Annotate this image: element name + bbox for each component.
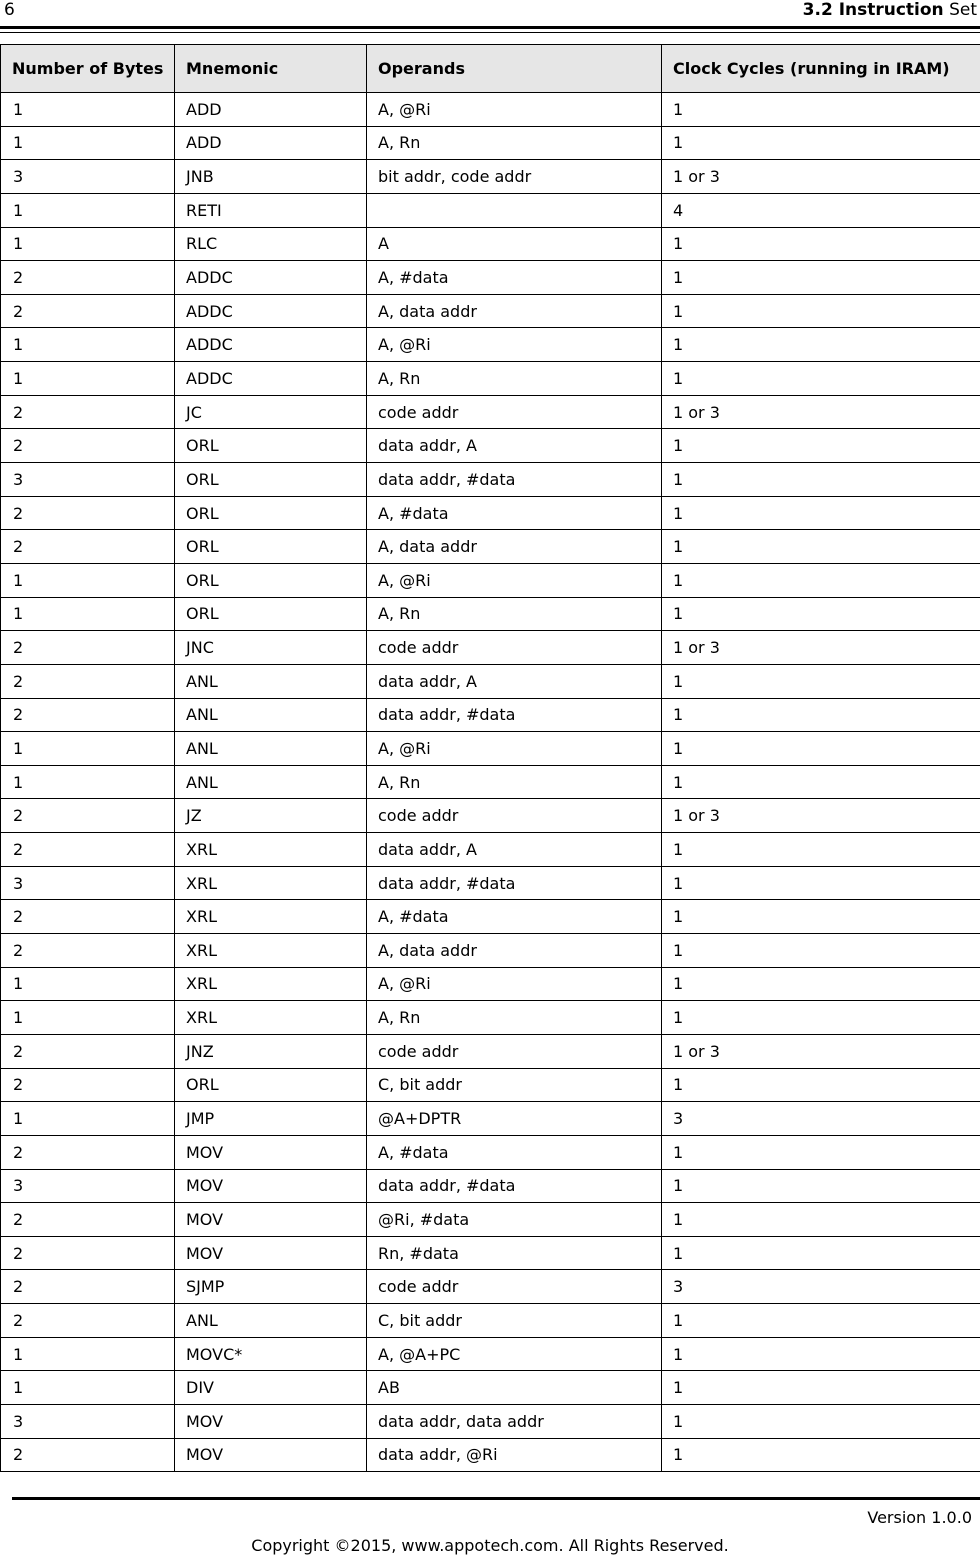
cell-clock-cycles: 1 [662,765,980,799]
table-row [1,261,980,295]
cell-mnemonic: ANL [175,664,367,698]
cell-mnemonic: XRL [175,900,367,934]
cell-clock-cycles: 1 [662,294,980,328]
cell-bytes: 2 [1,294,175,328]
cell-operands: A, @Ri [367,563,662,597]
cell-mnemonic: ANL [175,732,367,766]
cell-operands: A, Rn [367,597,662,631]
table-row [1,833,980,867]
cell-operands: A, #data [367,900,662,934]
cell-bytes: 1 [1,126,175,160]
cell-bytes: 2 [1,833,175,867]
cell-clock-cycles: 1 [662,1236,980,1270]
section-title [803,0,977,20]
cell-clock-cycles: 1 or 3 [662,160,980,194]
cell-mnemonic: ORL [175,563,367,597]
cell-bytes: 1 [1,93,175,127]
cell-mnemonic: MOV [175,1438,367,1472]
cell-operands: code addr [367,395,662,429]
cell-operands: A, #data [367,1135,662,1169]
table-row [1,900,980,934]
cell-clock-cycles: 1 [662,1068,980,1102]
cell-bytes: 1 [1,765,175,799]
table-row [1,126,980,160]
cell-operands: A, @A+PC [367,1337,662,1371]
cell-operands: A, @Ri [367,967,662,1001]
cell-bytes: 1 [1,563,175,597]
cell-mnemonic: MOV [175,1169,367,1203]
cell-mnemonic: MOV [175,1236,367,1270]
table-row [1,496,980,530]
cell-clock-cycles: 1 [662,362,980,396]
cell-mnemonic: XRL [175,967,367,1001]
cell-operands: code addr [367,631,662,665]
table-row [1,530,980,564]
table-header-row [1,45,980,93]
cell-bytes: 2 [1,1203,175,1237]
cell-operands: data addr, #data [367,698,662,732]
cell-operands: A, data addr [367,934,662,968]
cell-bytes: 2 [1,496,175,530]
cell-operands: C, bit addr [367,1304,662,1338]
cell-operands: A, data addr [367,294,662,328]
cell-clock-cycles: 1 [662,597,980,631]
table-row [1,1438,980,1472]
cell-operands: A, data addr [367,530,662,564]
cell-clock-cycles: 1 [662,429,980,463]
table-row [1,1102,980,1136]
cell-bytes: 2 [1,261,175,295]
table-row [1,1203,980,1237]
table-row [1,193,980,227]
cell-mnemonic: ADDC [175,261,367,295]
cell-bytes: 2 [1,1270,175,1304]
cell-mnemonic: ANL [175,698,367,732]
table-row [1,631,980,665]
cell-clock-cycles: 1 or 3 [662,799,980,833]
cell-mnemonic: ORL [175,597,367,631]
cell-clock-cycles: 1 [662,1001,980,1035]
table-row [1,934,980,968]
cell-mnemonic: JNB [175,160,367,194]
cell-operands: Rn, #data [367,1236,662,1270]
cell-operands: A, Rn [367,362,662,396]
cell-operands [367,193,662,227]
cell-bytes: 2 [1,530,175,564]
cell-operands: A, #data [367,261,662,295]
cell-bytes: 2 [1,395,175,429]
cell-bytes: 1 [1,597,175,631]
table-row [1,429,980,463]
cell-bytes: 1 [1,328,175,362]
table-row [1,395,980,429]
cell-clock-cycles: 1 [662,833,980,867]
cell-clock-cycles: 1 or 3 [662,631,980,665]
cell-clock-cycles: 3 [662,1270,980,1304]
cell-operands: data addr, #data [367,866,662,900]
table-row [1,1068,980,1102]
cell-clock-cycles: 1 [662,496,980,530]
table-row [1,1135,980,1169]
cell-bytes: 2 [1,664,175,698]
table-row [1,1304,980,1338]
cell-mnemonic: JNC [175,631,367,665]
cell-operands: data addr, #data [367,463,662,497]
cell-operands: data addr, @Ri [367,1438,662,1472]
cell-operands: A, @Ri [367,732,662,766]
cell-clock-cycles: 1 [662,866,980,900]
cell-bytes: 3 [1,1169,175,1203]
cell-clock-cycles: 1 [662,261,980,295]
cell-clock-cycles: 1 [662,1135,980,1169]
table-row [1,160,980,194]
cell-operands: A, @Ri [367,328,662,362]
cell-mnemonic: RETI [175,193,367,227]
section-title-bold: 3.2 Instruction [802,0,944,20]
table-row [1,698,980,732]
cell-bytes: 1 [1,362,175,396]
cell-operands: A, @Ri [367,93,662,127]
cell-mnemonic: MOVC* [175,1337,367,1371]
cell-mnemonic: ADDC [175,328,367,362]
cell-operands: @Ri, #data [367,1203,662,1237]
cell-mnemonic: RLC [175,227,367,261]
cell-clock-cycles: 1 [662,1304,980,1338]
cell-mnemonic: MOV [175,1404,367,1438]
cell-bytes: 3 [1,1404,175,1438]
cell-clock-cycles: 1 [662,463,980,497]
table-row [1,967,980,1001]
cell-clock-cycles: 1 [662,328,980,362]
cell-mnemonic: ANL [175,1304,367,1338]
cell-operands: data addr, A [367,429,662,463]
cell-operands: @A+DPTR [367,1102,662,1136]
cell-mnemonic: JMP [175,1102,367,1136]
table-row [1,1236,980,1270]
cell-clock-cycles: 1 [662,563,980,597]
header-rule-thin [0,32,980,33]
cell-mnemonic: XRL [175,833,367,867]
cell-bytes: 2 [1,1034,175,1068]
cell-mnemonic: DIV [175,1371,367,1405]
cell-clock-cycles: 1 [662,126,980,160]
cell-bytes: 2 [1,934,175,968]
cell-clock-cycles: 1 [662,698,980,732]
table-row [1,362,980,396]
cell-clock-cycles: 1 [662,934,980,968]
cell-operands: A, Rn [367,126,662,160]
table-row [1,463,980,497]
section-title-rest: Set [943,0,977,20]
column-header-mnemonic: Mnemonic [175,45,367,93]
table-row [1,664,980,698]
table-row [1,1001,980,1035]
cell-bytes: 2 [1,1438,175,1472]
cell-clock-cycles: 1 [662,1337,980,1371]
cell-clock-cycles: 1 [662,93,980,127]
table-row [1,765,980,799]
cell-operands: code addr [367,1034,662,1068]
table-row [1,1169,980,1203]
cell-mnemonic: MOV [175,1135,367,1169]
table-row [1,799,980,833]
table-row [1,1034,980,1068]
cell-clock-cycles: 1 [662,1371,980,1405]
table-row [1,93,980,127]
cell-bytes: 3 [1,463,175,497]
cell-operands: A [367,227,662,261]
cell-bytes: 1 [1,1371,175,1405]
cell-clock-cycles: 1 or 3 [662,395,980,429]
cell-clock-cycles: 1 [662,900,980,934]
cell-operands: C, bit addr [367,1068,662,1102]
cell-clock-cycles: 1 [662,967,980,1001]
cell-clock-cycles: 1 [662,530,980,564]
cell-bytes: 2 [1,799,175,833]
cell-bytes: 2 [1,429,175,463]
cell-clock-cycles: 1 [662,1169,980,1203]
page-header [0,0,980,30]
cell-bytes: 1 [1,227,175,261]
cell-clock-cycles: 1 [662,1438,980,1472]
cell-bytes: 1 [1,193,175,227]
cell-mnemonic: ORL [175,496,367,530]
cell-mnemonic: ORL [175,463,367,497]
copyright-notice: Copyright ©2015, www.appotech.com. All Rights Reserved. [251,1536,729,1555]
table-row [1,328,980,362]
cell-mnemonic: SJMP [175,1270,367,1304]
table-row [1,866,980,900]
cell-clock-cycles: 1 [662,1404,980,1438]
version-label: Version 1.0.0 [867,1508,972,1527]
cell-operands: code addr [367,1270,662,1304]
cell-bytes: 2 [1,698,175,732]
cell-operands: data addr, data addr [367,1404,662,1438]
table-body [1,93,980,1472]
footer-rule [12,1497,980,1500]
cell-bytes: 2 [1,1068,175,1102]
cell-bytes: 2 [1,1135,175,1169]
table-row [1,1270,980,1304]
cell-mnemonic: ORL [175,530,367,564]
cell-mnemonic: JZ [175,799,367,833]
cell-bytes: 1 [1,1102,175,1136]
cell-operands: AB [367,1371,662,1405]
cell-mnemonic: ADDC [175,294,367,328]
table-row [1,597,980,631]
cell-mnemonic: XRL [175,934,367,968]
cell-mnemonic: ANL [175,765,367,799]
cell-clock-cycles: 1 or 3 [662,1034,980,1068]
cell-mnemonic: ADD [175,126,367,160]
header-rule-thick [0,26,980,29]
cell-clock-cycles: 1 [662,227,980,261]
cell-clock-cycles: 1 [662,664,980,698]
cell-operands: data addr, A [367,664,662,698]
cell-bytes: 2 [1,631,175,665]
cell-bytes: 3 [1,866,175,900]
cell-mnemonic: JC [175,395,367,429]
cell-clock-cycles: 1 [662,1203,980,1237]
table-row [1,1404,980,1438]
instruction-table [0,44,980,1472]
cell-operands: code addr [367,799,662,833]
table-row [1,227,980,261]
cell-bytes: 1 [1,967,175,1001]
cell-mnemonic: MOV [175,1203,367,1237]
cell-bytes: 2 [1,900,175,934]
cell-mnemonic: XRL [175,866,367,900]
cell-mnemonic: JNZ [175,1034,367,1068]
cell-mnemonic: ORL [175,429,367,463]
cell-bytes: 3 [1,160,175,194]
column-header-operands: Operands [367,45,662,93]
cell-mnemonic: ADD [175,93,367,127]
cell-clock-cycles: 4 [662,193,980,227]
cell-operands: A, Rn [367,1001,662,1035]
cell-bytes: 1 [1,732,175,766]
cell-bytes: 2 [1,1236,175,1270]
cell-bytes: 2 [1,1304,175,1338]
cell-operands: bit addr, code addr [367,160,662,194]
cell-mnemonic: ORL [175,1068,367,1102]
cell-mnemonic: ADDC [175,362,367,396]
column-header-clock-cycles: Clock Cycles (running in IRAM) [662,45,980,93]
cell-operands: data addr, A [367,833,662,867]
cell-clock-cycles: 1 [662,732,980,766]
table-row [1,732,980,766]
cell-clock-cycles: 3 [662,1102,980,1136]
table-row [1,1337,980,1371]
page-number: 6 [4,0,15,20]
table-row [1,294,980,328]
table-row [1,1371,980,1405]
cell-mnemonic: XRL [175,1001,367,1035]
cell-bytes: 1 [1,1001,175,1035]
cell-operands: data addr, #data [367,1169,662,1203]
table-row [1,563,980,597]
cell-operands: A, #data [367,496,662,530]
cell-operands: A, Rn [367,765,662,799]
cell-bytes: 1 [1,1337,175,1371]
column-header-bytes: Number of Bytes [1,45,175,93]
